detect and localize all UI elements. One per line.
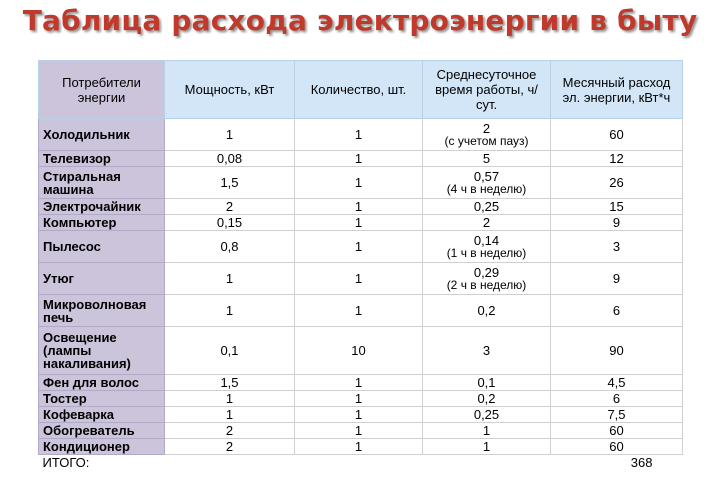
hours-cell — [423, 263, 551, 295]
power-cell: 1 — [165, 391, 295, 407]
header-quantity: Количество, шт. — [295, 61, 423, 119]
hours-value: 0,25 — [473, 199, 500, 214]
consumer-name: Фен для волос — [39, 375, 165, 391]
table-row — [39, 375, 683, 391]
total-spacer — [165, 455, 295, 471]
table-row — [39, 263, 683, 295]
quantity-cell: 10 — [295, 327, 423, 375]
hours-cell — [423, 119, 551, 151]
quantity-cell: 1 — [295, 263, 423, 295]
table-row — [39, 151, 683, 167]
page-title: Таблица расхода электроэнергии в быту — [22, 4, 698, 37]
monthly-cell: 26 — [551, 167, 683, 199]
hours-cell — [423, 167, 551, 199]
header-monthly: Месячный расход эл. энергии, кВт*ч — [551, 61, 683, 119]
consumer-name: Освещение (лампы накаливания) — [39, 327, 165, 375]
power-cell: 0,1 — [165, 327, 295, 375]
total-value: 368 — [551, 455, 683, 471]
hours-value: 2 — [482, 120, 491, 136]
hours-cell — [423, 407, 551, 423]
table-row — [39, 295, 683, 327]
total-row — [39, 455, 683, 471]
monthly-cell: 3 — [551, 231, 683, 263]
power-cell: 1,5 — [165, 375, 295, 391]
header-consumer: Потребители энергии — [39, 61, 165, 119]
hours-note: (4 ч в неделю) — [446, 181, 527, 196]
hours-value: 3 — [482, 343, 491, 358]
power-cell: 1 — [165, 295, 295, 327]
monthly-cell: 9 — [551, 263, 683, 295]
power-cell: 1,5 — [165, 167, 295, 199]
monthly-cell: 90 — [551, 327, 683, 375]
consumer-name: Кофеварка — [39, 407, 165, 423]
table-row — [39, 167, 683, 199]
hours-cell — [423, 391, 551, 407]
quantity-cell: 1 — [295, 119, 423, 151]
header-hours: Среднесуточное время работы, ч/сут. — [423, 61, 551, 119]
total-spacer — [423, 455, 551, 471]
monthly-cell: 6 — [551, 391, 683, 407]
monthly-cell: 9 — [551, 215, 683, 231]
hours-cell — [423, 423, 551, 439]
table-header-row — [39, 61, 683, 119]
monthly-cell: 4,5 — [551, 375, 683, 391]
hours-value: 0,25 — [473, 407, 500, 422]
power-cell: 1 — [165, 407, 295, 423]
power-cell: 0,08 — [165, 151, 295, 167]
monthly-cell: 15 — [551, 199, 683, 215]
consumer-name: Стиральная машина — [39, 167, 165, 199]
consumer-name: Компьютер — [39, 215, 165, 231]
quantity-cell: 1 — [295, 215, 423, 231]
hours-cell — [423, 231, 551, 263]
hours-note: (2 ч в неделю) — [446, 277, 527, 292]
hours-cell — [423, 295, 551, 327]
table-row — [39, 199, 683, 215]
hours-cell — [423, 327, 551, 375]
power-cell: 2 — [165, 423, 295, 439]
hours-value: 5 — [482, 151, 491, 166]
power-cell: 0,15 — [165, 215, 295, 231]
consumer-name: Пылесос — [39, 231, 165, 263]
monthly-cell: 6 — [551, 295, 683, 327]
quantity-cell: 1 — [295, 199, 423, 215]
hours-value: 0,1 — [477, 375, 496, 390]
hours-value: 0,2 — [477, 391, 496, 406]
table-row — [39, 119, 683, 151]
hours-note: (с учетом пауз) — [444, 133, 529, 148]
consumer-name: Электрочайник — [39, 199, 165, 215]
table-row — [39, 215, 683, 231]
quantity-cell: 1 — [295, 231, 423, 263]
hours-value: 1 — [482, 423, 491, 438]
monthly-cell: 7,5 — [551, 407, 683, 423]
quantity-cell: 1 — [295, 375, 423, 391]
monthly-cell: 60 — [551, 439, 683, 455]
consumer-name: Холодильник — [39, 119, 165, 151]
power-cell: 1 — [165, 263, 295, 295]
quantity-cell: 1 — [295, 407, 423, 423]
hours-value: 0,57 — [473, 168, 500, 184]
consumer-name: Тостер — [39, 391, 165, 407]
hours-cell — [423, 199, 551, 215]
quantity-cell: 1 — [295, 391, 423, 407]
power-cell: 1 — [165, 119, 295, 151]
total-spacer — [295, 455, 423, 471]
consumer-name: Обогреватель — [39, 423, 165, 439]
hours-value: 0,29 — [473, 264, 500, 280]
power-cell: 0,8 — [165, 231, 295, 263]
table-row — [39, 407, 683, 423]
power-cell: 2 — [165, 199, 295, 215]
monthly-cell: 12 — [551, 151, 683, 167]
hours-cell — [423, 151, 551, 167]
quantity-cell: 1 — [295, 151, 423, 167]
hours-value: 0,2 — [477, 303, 496, 318]
quantity-cell: 1 — [295, 295, 423, 327]
total-label: ИТОГО: — [39, 455, 165, 471]
consumption-table — [38, 60, 683, 471]
header-power: Мощность, кВт — [165, 61, 295, 119]
table-row — [39, 423, 683, 439]
table-row — [39, 439, 683, 455]
hours-note: (1 ч в неделю) — [446, 245, 527, 260]
quantity-cell: 1 — [295, 439, 423, 455]
table-row — [39, 327, 683, 375]
monthly-cell: 60 — [551, 423, 683, 439]
consumer-name: Микроволновая печь — [39, 295, 165, 327]
quantity-cell: 1 — [295, 423, 423, 439]
hours-value: 2 — [482, 215, 491, 230]
hours-cell — [423, 375, 551, 391]
quantity-cell: 1 — [295, 167, 423, 199]
table-row — [39, 391, 683, 407]
hours-value: 1 — [482, 439, 491, 454]
hours-value: 0,14 — [473, 232, 500, 248]
consumer-name: Кондиционер — [39, 439, 165, 455]
power-cell: 2 — [165, 439, 295, 455]
hours-cell — [423, 439, 551, 455]
hours-cell — [423, 215, 551, 231]
consumer-name: Телевизор — [39, 151, 165, 167]
monthly-cell: 60 — [551, 119, 683, 151]
table-row — [39, 231, 683, 263]
consumer-name: Утюг — [39, 263, 165, 295]
